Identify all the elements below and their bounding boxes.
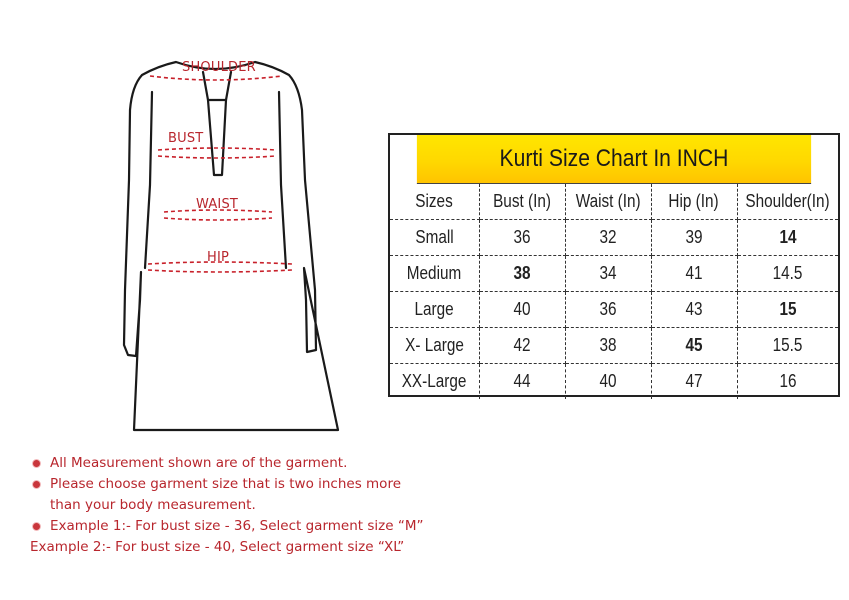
- size-chart-table: [390, 184, 838, 399]
- hip-cell: 43: [651, 292, 737, 328]
- header-shoulder: Shoulder(In): [737, 184, 838, 220]
- hip-label: HIP: [207, 250, 230, 265]
- hip-line-bottom: [148, 270, 292, 272]
- size-chart-title: Kurti Size Chart In INCH: [417, 135, 811, 184]
- bust-cell: 42: [479, 328, 565, 364]
- waist-label: WAIST: [196, 197, 239, 212]
- size-cell: Medium: [390, 256, 479, 292]
- waist-cell: 40: [565, 364, 651, 400]
- size-cell: X- Large: [390, 328, 479, 364]
- shoulder-cell: 15.5: [737, 328, 838, 364]
- shoulder-label: SHOULDER: [182, 60, 256, 75]
- waist-cell: 32: [565, 220, 651, 256]
- table-row: [390, 256, 838, 292]
- shoulder-line: [150, 76, 282, 80]
- bust-cell: 40: [479, 292, 565, 328]
- example-1: Example 1:- For bust size - 36, Select garment size “M”: [50, 518, 424, 534]
- list-item: [30, 453, 490, 474]
- left-sleeve-seam: [145, 92, 152, 268]
- waist-cell: 38: [565, 328, 651, 364]
- hip-cell: 45: [651, 328, 737, 364]
- shoulder-cell: 14.5: [737, 256, 838, 292]
- table-row: [390, 292, 838, 328]
- bullet-icon: [32, 480, 41, 489]
- kurti-outline: [124, 62, 338, 430]
- bullet-icon: [32, 459, 41, 468]
- waist-cell: 34: [565, 256, 651, 292]
- example-2: Example 2:- For bust size - 40, Select garment size “XL”: [30, 539, 405, 555]
- size-chart: [388, 133, 840, 397]
- bust-label: BUST: [168, 131, 204, 146]
- measurement-notes: [30, 453, 490, 558]
- waist-line-bottom: [164, 218, 272, 220]
- hip-cell: 41: [651, 256, 737, 292]
- table-row: [390, 220, 838, 256]
- hip-cell: 47: [651, 364, 737, 400]
- shoulder-cell: 14: [737, 220, 838, 256]
- list-item: [30, 474, 490, 516]
- header-hip: Hip (In): [651, 184, 737, 220]
- list-item: [30, 516, 490, 537]
- list-item: [30, 537, 490, 558]
- neck-placket: [203, 72, 231, 175]
- bust-cell: 44: [479, 364, 565, 400]
- note-size-advice-cont: than your body measurement.: [50, 497, 256, 513]
- size-cell: Small: [390, 220, 479, 256]
- bust-cell: 36: [479, 220, 565, 256]
- bust-cell: 38: [479, 256, 565, 292]
- size-cell: XX-Large: [390, 364, 479, 400]
- table-row: [390, 328, 838, 364]
- size-chart-header-row: [390, 184, 838, 220]
- shoulder-cell: 15: [737, 292, 838, 328]
- table-row: [390, 364, 838, 400]
- header-waist: Waist (In): [565, 184, 651, 220]
- note-garment-measurement: All Measurement shown are of the garment.: [50, 455, 348, 471]
- hip-cell: 39: [651, 220, 737, 256]
- note-size-advice: Please choose garment size that is two inches more: [50, 476, 401, 492]
- bust-line-top: [158, 148, 276, 150]
- bullet-icon: [32, 522, 41, 531]
- header-bust: Bust (In): [479, 184, 565, 220]
- right-sleeve-seam: [279, 92, 286, 268]
- shoulder-cell: 16: [779, 371, 797, 391]
- bust-line-bottom: [158, 156, 276, 158]
- header-sizes: Sizes: [390, 184, 479, 220]
- size-cell: Large: [390, 292, 479, 328]
- waist-cell: 36: [565, 292, 651, 328]
